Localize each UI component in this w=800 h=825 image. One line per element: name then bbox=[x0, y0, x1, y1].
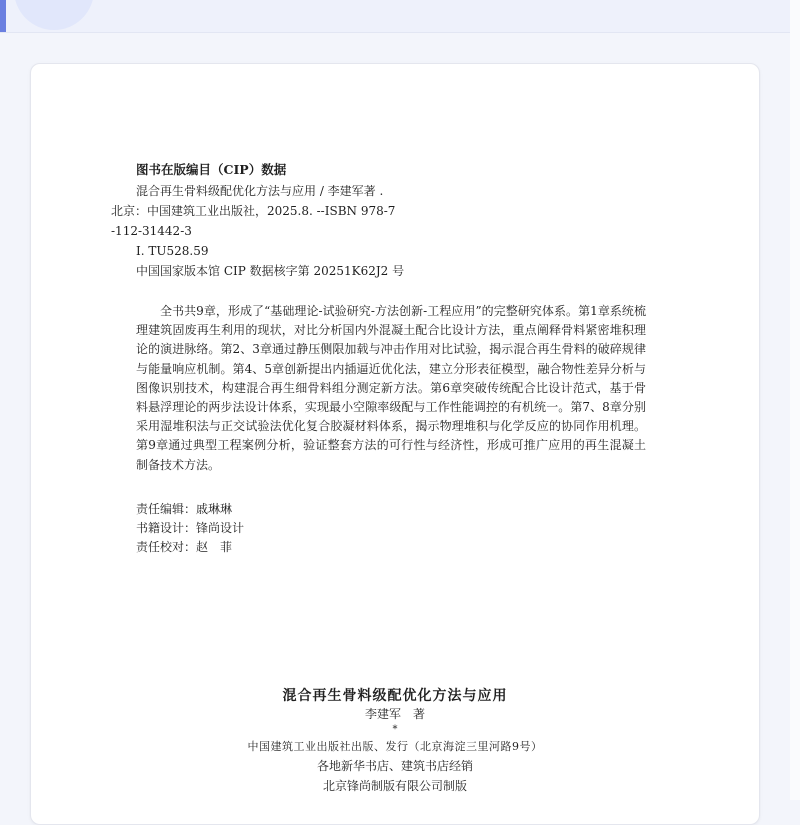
plate-maker: 北京锋尚制版有限公司制版 bbox=[322, 779, 467, 793]
publisher: 中国建筑工业出版社出版、发行（北京海淀三里河路9号） bbox=[247, 740, 543, 753]
credit-design: 书籍设计：锋尚设计 bbox=[136, 521, 245, 535]
imprint-block bbox=[31, 686, 759, 796]
cip-line: -112-31442-3 bbox=[111, 224, 192, 238]
document-page bbox=[30, 63, 760, 825]
separator-star: * bbox=[392, 724, 398, 735]
author: 李建军 著 bbox=[364, 707, 425, 721]
distribution: 各地新华书店、建筑书店经销 bbox=[316, 759, 473, 773]
logo-graphic bbox=[14, 0, 94, 30]
content-summary: 全书共9章，形成了“基础理论-试验研究-方法创新-工程应用”的完整研究体系。第1章系统梳理建筑固废再生利用的现状，对比分析国内外混凝土配合比设计方法，重点阐释骨料紧密堆积理论的演进脉络。第2、3章通过静压侧限加载与冲击作用对比试验，揭示混合再生骨料的破碎规律与能量响应机制。第4、5章创新提出内插逼近优化法，建立分形表征模型，融合物性差异分析与图像识别技术，构建混合再生细骨料组分测定新方法。第6章突破传统配合比设计范式，基于骨料悬浮理论的两步法设计体系，实现最小空隙率级配与工作性能调控的有机统一。第7、8章分别采用湿堆积法与正交试验法优化复合胶凝材料体系，揭示物理堆积与化学反应的协同作用机理。第9章通过典型工程案例分析，验证整套方法的可行性与经济性，形成可推广应用的再生混凝土制备技术方法。 bbox=[136, 304, 646, 472]
credits-block bbox=[136, 500, 244, 557]
cip-line: 北京：中国建筑工业出版社，2025.8. --ISBN 978-7 bbox=[111, 204, 396, 218]
cip-line: 混合再生骨料级配优化方法与应用 / 李建军著 . bbox=[136, 184, 384, 198]
top-banner bbox=[0, 0, 790, 33]
cip-block bbox=[111, 160, 511, 281]
credit-editor: 责任编辑：戚琳琳 bbox=[136, 502, 233, 516]
book-title: 混合再生骨料级配优化方法与应用 bbox=[282, 688, 508, 704]
banner-accent bbox=[0, 0, 6, 32]
credit-proof: 责任校对：赵 菲 bbox=[136, 540, 233, 554]
cip-title: 图书在版编目（CIP）数据 bbox=[136, 162, 287, 177]
cip-line: Ⅰ. TU528.59 bbox=[136, 244, 209, 258]
cip-line: 中国国家版本馆 CIP 数据核字第 20251K62J2 号 bbox=[136, 264, 405, 278]
scrollbar[interactable] bbox=[790, 0, 800, 800]
